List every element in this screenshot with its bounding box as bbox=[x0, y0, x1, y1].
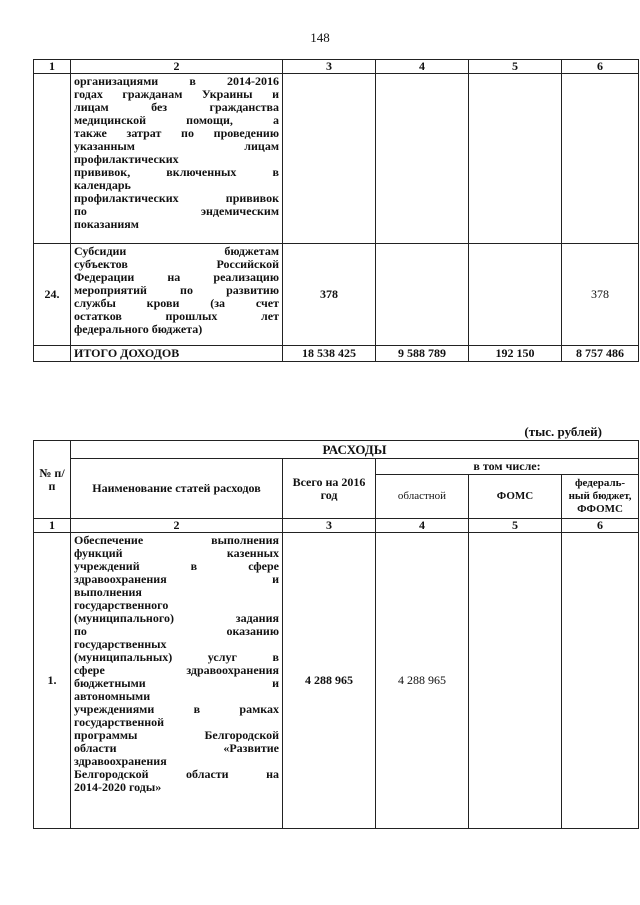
col-number: 2 bbox=[71, 519, 283, 533]
col-header-number: № п/п bbox=[34, 441, 71, 519]
col-header-including: в том числе: bbox=[376, 459, 639, 475]
expense-table bbox=[33, 440, 639, 829]
total-label: ИТОГО ДОХОДОВ bbox=[71, 346, 283, 362]
column-number-row bbox=[34, 519, 639, 533]
cell-foms bbox=[469, 533, 562, 829]
cell-foms bbox=[469, 74, 562, 244]
cell-regional bbox=[376, 244, 469, 346]
column-number-row bbox=[34, 60, 639, 74]
cell-total: 378 bbox=[283, 244, 376, 346]
table-row bbox=[34, 533, 639, 829]
income-table bbox=[33, 59, 639, 362]
cell-federal: 378 bbox=[562, 244, 639, 346]
cell-total bbox=[283, 74, 376, 244]
col-number: 6 bbox=[562, 519, 639, 533]
col-header-name: Наименование статей расходов bbox=[71, 459, 283, 519]
col-number: 4 bbox=[376, 519, 469, 533]
col-header-total: Всего на 2016 год bbox=[283, 459, 376, 519]
row-description: организациями в 2014-2016 годах гражданам Украины и лицам без гражданства медицинской помощи, а также затрат по проведению указанным лицам профилактических прививок, включенных в календарь профилактических прививок по эндемическим показаниям bbox=[71, 74, 283, 244]
total-federal: 8 757 486 bbox=[562, 346, 639, 362]
cell-foms bbox=[469, 244, 562, 346]
col-number: 1 bbox=[34, 60, 71, 74]
col-number: 2 bbox=[71, 60, 283, 74]
units-note: (тыс. рублей) bbox=[524, 424, 602, 439]
col-number: 4 bbox=[376, 60, 469, 74]
col-number: 5 bbox=[469, 519, 562, 533]
cell-federal bbox=[562, 533, 639, 829]
col-number: 3 bbox=[283, 519, 376, 533]
expense-title: РАСХОДЫ bbox=[71, 441, 639, 459]
total-row bbox=[34, 346, 639, 362]
total-value: 18 538 425 bbox=[283, 346, 376, 362]
cell-total: 4 288 965 bbox=[283, 533, 376, 829]
cell-federal bbox=[562, 74, 639, 244]
col-number: 1 bbox=[34, 519, 71, 533]
row-description: Обеспечение выполнения функций казенных учреждений в сфере здравоохранения и выполнения государственного (муниципального) задания по оказанию государственных (муниципальных) услуг в сфере здравоохранения бюджетными и автономными учреждениями в рамках государственной программы Белгородской области «Развитие здравоохранения Белгородской области на 2014-2020 годы» bbox=[71, 533, 283, 829]
table-row bbox=[34, 74, 639, 244]
row-description: Субсидии бюджетам субъектов Российской Федерации на реализацию мероприятий по развитию службы крови (за счет остатков прошлых лет федерального бюджета) bbox=[71, 244, 283, 346]
page-number: 148 bbox=[310, 30, 330, 45]
cell-regional: 4 288 965 bbox=[376, 533, 469, 829]
col-header-foms: ФОМС bbox=[469, 475, 562, 519]
row-number: 1. bbox=[34, 533, 71, 829]
table-row bbox=[34, 244, 639, 346]
total-foms: 192 150 bbox=[469, 346, 562, 362]
expense-header-row bbox=[34, 441, 639, 459]
col-number: 6 bbox=[562, 60, 639, 74]
col-header-federal: федераль-ный бюджет, ФФОМС bbox=[562, 475, 639, 519]
row-number: 24. bbox=[34, 244, 71, 346]
col-header-regional: областной bbox=[376, 475, 469, 519]
cell-regional bbox=[376, 74, 469, 244]
row-number bbox=[34, 74, 71, 244]
col-number: 5 bbox=[469, 60, 562, 74]
total-regional: 9 588 789 bbox=[376, 346, 469, 362]
col-number: 3 bbox=[283, 60, 376, 74]
